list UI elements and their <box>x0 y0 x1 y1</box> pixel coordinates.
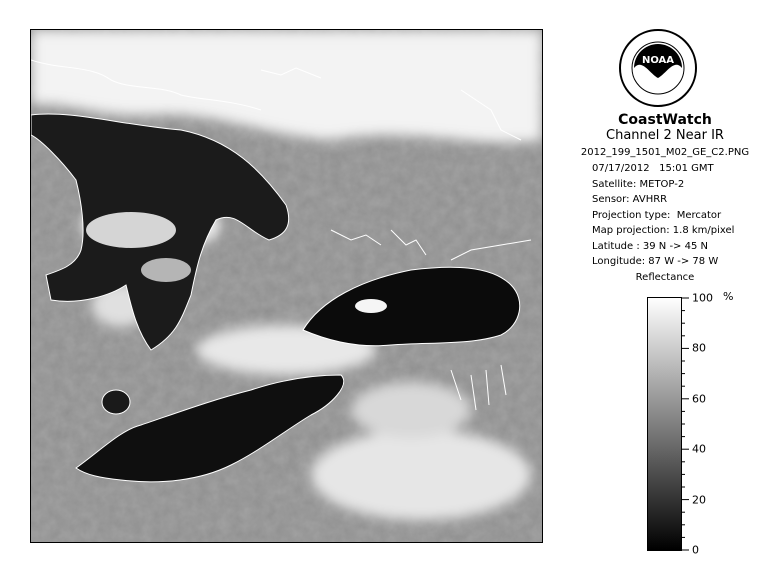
legend-unit: % <box>723 290 734 303</box>
legend-title: Reflectance <box>635 272 695 283</box>
longitude-text: Longitude: 87 W -> 78 W <box>592 256 719 267</box>
brand-title: CoastWatch <box>618 112 712 128</box>
logo-text: NOAA <box>641 55 675 66</box>
cloud-over-huron-2 <box>141 258 191 282</box>
projection-type-text: Projection type: Mercator <box>592 209 722 221</box>
cloud-patch-east <box>351 382 471 438</box>
cloud-patch-southeast <box>311 430 531 520</box>
tick-label: 20 <box>692 493 706 507</box>
noaa-logo <box>618 28 698 108</box>
tick-label: 40 <box>692 442 706 456</box>
tick-label: 80 <box>692 341 706 355</box>
tick-label: 60 <box>692 392 706 406</box>
datetime-text: 07/17/2012 15:01 GMT <box>592 163 714 174</box>
map-projection-text: Map projection: 1.8 km/pixel <box>592 225 735 236</box>
satellite-text: Satellite: METOP-2 <box>592 178 685 190</box>
latitude-text: Latitude : 39 N -> 45 N <box>592 240 708 252</box>
image-filename: 2012_199_1501_M02_GE_C2.PNG <box>580 147 750 158</box>
metadata-block <box>592 161 734 270</box>
tick-label: 0 <box>692 543 699 557</box>
tick-label: 100 <box>692 291 713 305</box>
cloud-over-huron <box>86 212 176 248</box>
satellite-image <box>30 29 543 543</box>
colorbar-ticks <box>681 297 721 551</box>
satellite-map <box>31 30 542 542</box>
sensor-text: Sensor: AVHRR <box>592 194 668 205</box>
cloud-over-ontario <box>355 299 387 313</box>
reflectance-colorbar <box>647 297 682 551</box>
lake-st-clair <box>102 390 130 414</box>
channel-label: Channel 2 Near IR <box>606 128 724 143</box>
